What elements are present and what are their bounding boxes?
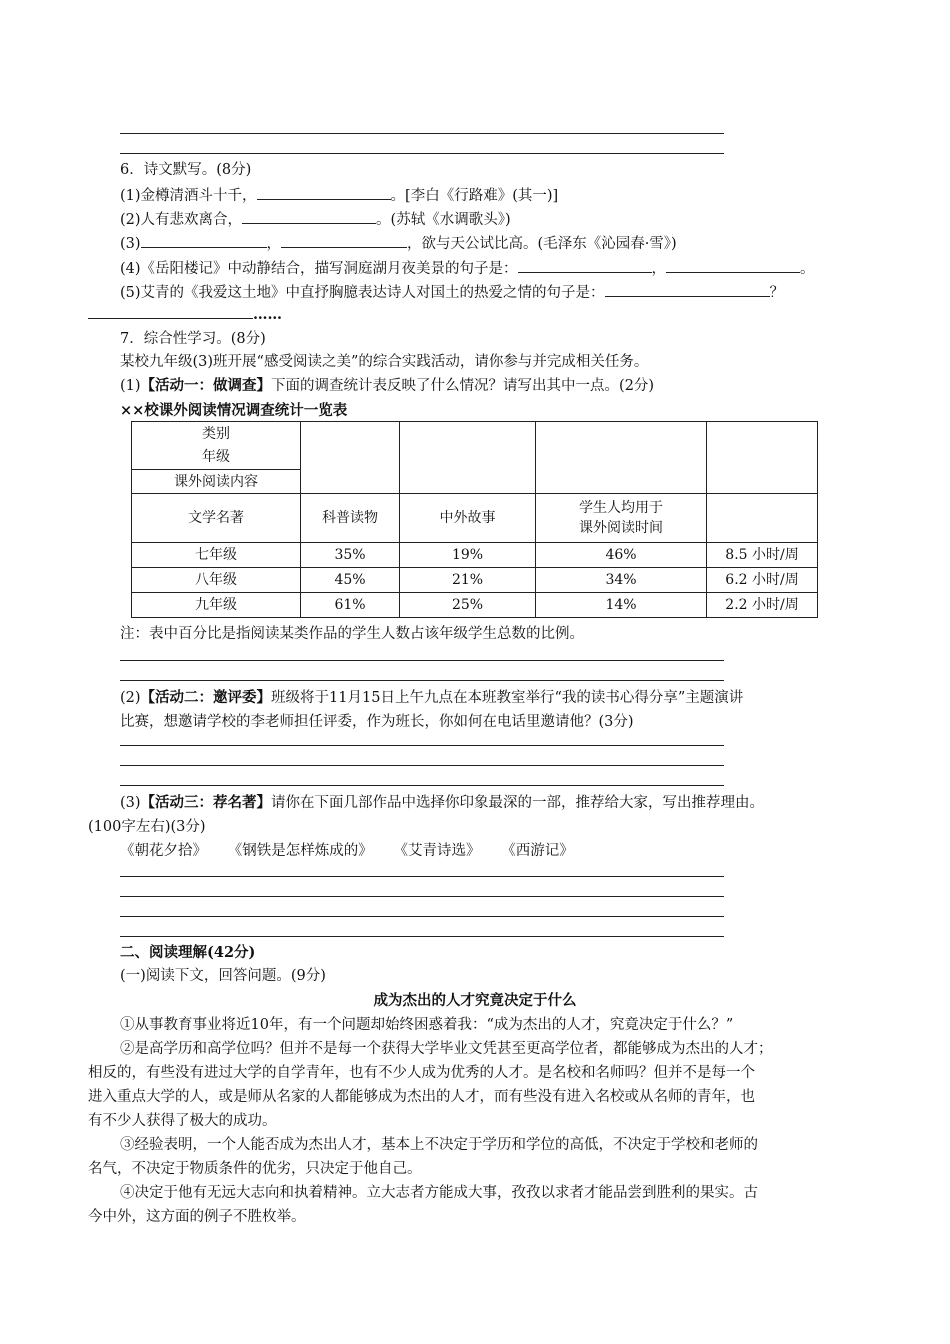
activity-2-cont: 比赛，想邀请学校的李老师担任评委，作为班长，你如何在电话里邀请他？(3分): [120, 714, 634, 730]
answer-line[interactable]: [120, 936, 724, 937]
q6-item-3-text: (3): [120, 236, 141, 252]
book-item: 《艾青诗选》: [400, 843, 481, 859]
book-list: [120, 841, 574, 861]
activity-3-tag: 【活动三：荐名著】: [140, 794, 272, 811]
paragraph-3: ③经验表明，一个人能否成为杰出人才，基本上不决定于学历和学位的高低，不决定于学校和老师的: [120, 1137, 758, 1153]
column-header-line-1: 学生人均用于: [579, 500, 663, 516]
activity-3-num: (3): [120, 795, 141, 811]
q6-item-2-source: 。(苏轼《水调歌头》): [376, 212, 511, 228]
q6-item-4-text: (4)《岳阳楼记》中动静结合，描写洞庭湖月夜美景的句子是：: [120, 261, 518, 277]
paragraph-1: ①从事教育事业将近10年，有一个问题却始终困惑着我：“成为杰出的人才，究竟决定于什么？”: [120, 1017, 734, 1033]
cell-value: 19%: [400, 543, 536, 568]
fill-blank[interactable]: [666, 258, 800, 273]
cell-value: 25%: [400, 593, 536, 618]
header-content: 课外阅读内容: [132, 470, 301, 494]
activity-1: [120, 376, 654, 396]
section-subtitle: (一)阅读下文，回答问题。(9分): [120, 968, 326, 984]
paragraph-4: ④决定于他有无远大志向和执着精神。立大志者方能成大事，孜孜以求者才能品尝到胜利的果实。古: [120, 1185, 758, 1201]
activity-2: [120, 688, 743, 708]
article-title: 成为杰出的人才究竟决定于什么: [373, 992, 577, 1009]
book-item: 《朝花夕拾》: [120, 843, 207, 859]
cell-value: 45%: [301, 568, 400, 593]
q7-intro: 某校九年级(3)班开展“感受阅读之美”的综合实践活动，请你参与并完成相关任务。: [120, 354, 649, 370]
answer-line[interactable]: [120, 916, 724, 917]
column-header: 科普读物: [301, 494, 400, 543]
cell-value: 46%: [536, 543, 707, 568]
paragraph-2: ②是高学历和高学位吗？但并不是每一个获得大学毕业文凭甚至更高学位者，都能够成为杰出的人才；: [120, 1041, 773, 1057]
cell-value: 61%: [301, 593, 400, 618]
activity-3-text: 请你在下面几部作品中选择你印象最深的一部，推荐给大家，写出推荐理由。: [271, 795, 765, 811]
column-header: 中外故事: [400, 494, 536, 543]
column-header: 文学名著: [132, 494, 301, 543]
activity-3: [120, 793, 764, 813]
answer-line[interactable]: [120, 785, 724, 786]
activity-2-tag: 【活动二：邀评委】: [140, 689, 272, 706]
answer-line[interactable]: [120, 765, 724, 766]
paragraph-4-cont: 今中外，这方面的例子不胜枚举。: [88, 1209, 306, 1225]
cell-value: 34%: [536, 568, 707, 593]
q6-item-4-comma: ，: [651, 261, 667, 277]
table-title: ××校课外阅读情况调查统计一览表: [120, 402, 348, 419]
fill-blank[interactable]: [257, 185, 391, 200]
column-header-line-2: 课外阅读时间: [579, 520, 663, 536]
q6-item-5-cont: [88, 304, 282, 325]
q6-item-3: [120, 233, 677, 254]
table-note: 注：表中百分比是指阅读某类作品的学生人数占该年级学生总数的比例。: [120, 626, 584, 642]
header-empty: [301, 422, 400, 494]
fill-blank[interactable]: [88, 304, 253, 319]
answer-line[interactable]: [120, 153, 724, 154]
answer-line[interactable]: [120, 660, 724, 661]
q6-item-5-end: ？: [769, 285, 785, 301]
header-empty: [400, 422, 536, 494]
q6-title: 6．诗文默写。(8分): [120, 162, 252, 178]
paragraph-2-cont: 有不少人获得了极大的成功。: [88, 1113, 277, 1129]
row-grade: 七年级: [132, 543, 301, 568]
book-item: 《钢铁是怎样炼成的》: [235, 843, 373, 859]
cell-value: 8.5 小时/周: [707, 543, 818, 568]
q6-item-1: [120, 185, 558, 206]
q6-item-5: [120, 282, 784, 303]
cell-value: 6.2 小时/周: [707, 568, 818, 593]
survey-table: [131, 421, 818, 618]
q6-item-2-text: (2)人有悲欢离合，: [120, 212, 243, 228]
activity-1-tag: 【活动一：做调查】: [140, 377, 272, 394]
activity-2-num: (2): [120, 690, 141, 706]
row-grade: 九年级: [132, 593, 301, 618]
header-empty: [707, 422, 818, 494]
row-grade: 八年级: [132, 568, 301, 593]
q6-item-1-source: 。[李白《行路难》(其一)]: [390, 188, 559, 204]
cell-value: 2.2 小时/周: [707, 593, 818, 618]
column-header: [536, 494, 707, 543]
answer-line[interactable]: [120, 876, 724, 877]
book-item: 《西游记》: [508, 843, 574, 859]
column-header: [707, 494, 818, 543]
cell-value: 14%: [536, 593, 707, 618]
q6-item-3-source: ，欲与天公试比高。(毛泽东《沁园春·雪》): [407, 236, 677, 252]
section-title: 二、阅读理解(42分): [120, 944, 256, 961]
q7-title: 7．综合性学习。(8分): [120, 331, 266, 347]
q6-item-5-text: (5)艾青的《我爱这土地》中直抒胸臆表达诗人对国土的热爱之情的句子是：: [120, 285, 605, 301]
answer-line[interactable]: [120, 745, 724, 746]
header-category: 类别: [132, 422, 301, 446]
header-grade: 年级: [132, 446, 301, 470]
cell-value: 35%: [301, 543, 400, 568]
cell-value: 21%: [400, 568, 536, 593]
activity-1-num: (1): [120, 378, 141, 394]
paragraph-3-cont: 名气，不决定于物质条件的优劣，只决定于他自己。: [88, 1161, 422, 1177]
fill-blank[interactable]: [281, 233, 407, 248]
activity-3-cont: (100字左右)(3分): [88, 819, 206, 835]
paragraph-2-cont: 相反的，有些没有进过大学的自学青年，也有不少人成为优秀的人才。是名校和名师吗？但并不是每一个: [88, 1065, 755, 1081]
header-empty: [536, 422, 707, 494]
answer-line[interactable]: [120, 896, 724, 897]
answer-line[interactable]: [120, 680, 724, 681]
q6-item-2: [120, 209, 511, 230]
activity-1-text: 下面的调查统计表反映了什么情况？请写出其中一点。(2分): [271, 378, 655, 394]
q6-item-3-comma: ，: [266, 236, 282, 252]
q6-item-4: [120, 258, 815, 279]
paragraph-2-cont: 进入重点大学的人，或是师从名家的人都能够成为杰出的人才，而有些没有进入名校或从名师的青年，也: [88, 1089, 755, 1105]
q6-item-4-end: 。: [800, 261, 815, 277]
fill-blank[interactable]: [141, 233, 267, 248]
activity-2-text: 班级将于11月15日上午九点在本班教室举行“我的读书心得分享”主题演讲: [271, 690, 744, 706]
fill-blank[interactable]: [518, 258, 652, 273]
ellipsis: ……: [253, 306, 282, 323]
q6-item-1-text: (1)金樽清酒斗十千，: [120, 188, 257, 204]
answer-line[interactable]: [120, 133, 724, 134]
fill-blank[interactable]: [605, 282, 770, 297]
fill-blank[interactable]: [242, 209, 376, 224]
